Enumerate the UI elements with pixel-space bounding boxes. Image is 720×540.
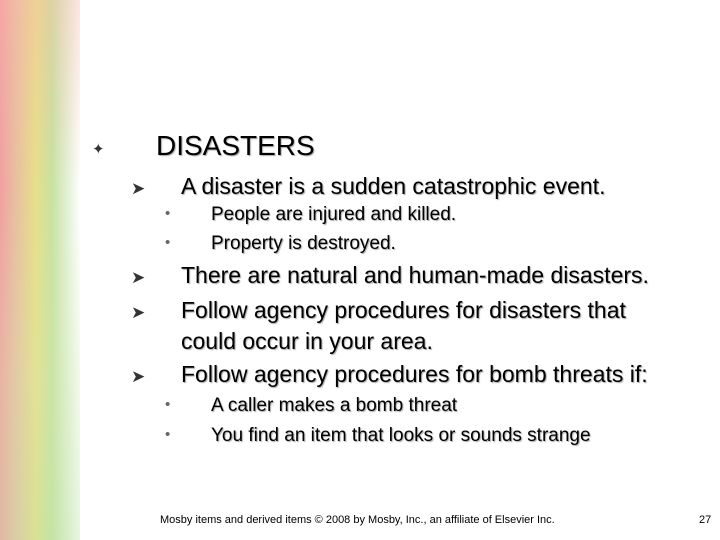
arrow-bullet-icon: ➤ <box>131 303 146 322</box>
point-2-line-1: There are natural and human-made disasters. <box>181 262 649 288</box>
dot-bullet-icon: • <box>165 234 171 251</box>
slide-title: DISASTERS <box>156 130 315 161</box>
point-1-sub-1: People are injured and killed. <box>211 204 457 225</box>
point-4-line-1: Follow agency procedures for bomb threats if: <box>181 361 648 387</box>
arrow-bullet-icon: ➤ <box>131 268 146 287</box>
point-3-line-2: could occur in your area. <box>181 328 433 354</box>
point-4-sub-2: You find an item that looks or sounds strange <box>211 425 591 446</box>
pointer-bullet-icon: ✦ <box>92 141 105 158</box>
point-1-sub-2: Property is destroyed. <box>211 233 396 254</box>
page-number: 27 <box>699 514 712 526</box>
left-gradient-band <box>0 0 80 540</box>
dot-bullet-icon: • <box>165 396 171 413</box>
dot-bullet-icon: • <box>165 205 171 222</box>
point-3-line-1: Follow agency procedures for disasters that <box>181 297 626 323</box>
point-4-sub-1: A caller makes a bomb threat <box>211 395 458 416</box>
point-1-line-1: A disaster is a sudden catastrophic event. <box>181 173 606 199</box>
arrow-bullet-icon: ➤ <box>131 367 146 386</box>
arrow-bullet-icon: ➤ <box>131 179 146 198</box>
dot-bullet-icon: • <box>165 426 171 443</box>
footer-copyright: Mosby items and derived items © 2008 by Mosby, Inc., an affiliate of Elsevier Inc. <box>160 514 555 526</box>
